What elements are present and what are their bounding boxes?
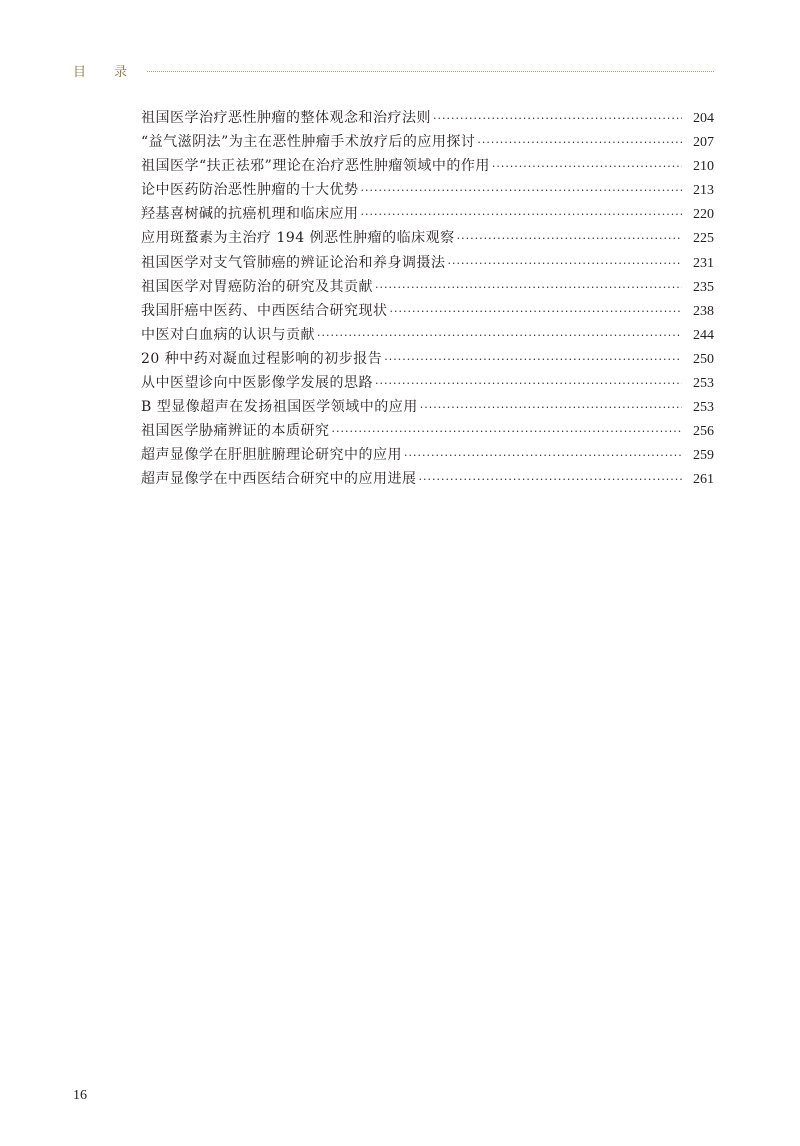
toc-entry-page: 231 [693,255,714,271]
toc-entry-title: 祖国医学“扶正祛邪”理论在治疗恶性肿瘤领域中的作用 [141,158,490,175]
toc-dot-leader [390,300,683,324]
toc-dot-leader [420,396,682,420]
toc-entry-page: 238 [693,303,714,319]
toc-entry-title: 我国肝癌中医药、中西医结合研究现状 [141,302,388,319]
toc-dot-leader [448,252,683,276]
toc-entry-page: 210 [693,159,714,175]
toc-entry[interactable] [141,323,714,347]
toc-entry-title: 论中医药防治恶性肿瘤的十大优势 [141,182,359,199]
toc-dot-leader [404,444,682,468]
toc-entry-page: 261 [693,472,714,488]
toc-entry[interactable] [141,251,714,275]
toc-entry-title: 羟基喜树碱的抗癌机理和临床应用 [141,206,359,223]
toc-entry-page: 250 [693,351,714,367]
toc-entry-title: 从中医望诊向中医影像学发展的思路 [141,375,373,392]
toc-entry-page: 259 [693,448,714,464]
toc-entry-title: “益气滋阴法”为主在恶性肿瘤手术放疗后的应用探讨 [141,134,476,151]
table-of-contents [141,106,714,492]
toc-entry-page: 244 [693,327,714,343]
toc-dot-leader [375,276,682,300]
toc-dot-leader [477,131,682,155]
toc-dot-leader [375,372,682,396]
running-header [73,60,714,80]
toc-entry-page: 204 [693,111,714,126]
toc-entry-page: 256 [693,424,714,440]
toc-entry[interactable] [141,202,714,226]
toc-entry-title: 应用斑蝥素为主治疗 194 例恶性肿瘤的临床观察 [141,230,455,247]
toc-entry[interactable] [141,130,714,154]
toc-entry-title: 祖国医学对胃癌防治的研究及其贡献 [141,278,373,295]
toc-entry-page: 225 [693,231,714,247]
toc-entry-page: 235 [693,279,714,295]
toc-entry-title: 祖国医学对支气管肺癌的辨证论治和养身调摄法 [141,254,446,271]
toc-entry-page: 220 [693,207,714,223]
toc-dot-leader [419,468,683,492]
header-dotted-rule [147,71,714,72]
toc-entry[interactable] [141,419,714,443]
toc-entry-title: 祖国医学胁痛辨证的本质研究 [141,423,330,440]
toc-dot-leader [361,203,683,227]
toc-entry-page: 207 [693,135,714,151]
toc-dot-leader [457,227,682,251]
page-number: 16 [73,1088,87,1103]
toc-entry[interactable] [141,299,714,323]
toc-entry[interactable] [141,154,714,178]
toc-dot-leader [332,420,683,444]
toc-entry-title: 祖国医学治疗恶性肿瘤的整体观念和治疗法则 [141,110,431,126]
toc-entry[interactable] [141,443,714,467]
toc-dot-leader [492,155,682,179]
toc-entry[interactable] [141,275,714,299]
toc-entry-title: 超声显像学在肝胆脏腑理论研究中的应用 [141,447,402,464]
toc-entry-title: 20 种中药对凝血过程影响的初步报告 [141,350,383,367]
toc-entry-title: 超声显像学在中西医结合研究中的应用进展 [141,471,417,488]
toc-entry-page: 213 [693,183,714,199]
toc-entry[interactable] [141,371,714,395]
toc-entry-title: B 型显像超声在发扬祖国医学领域中的应用 [141,399,418,416]
toc-entry[interactable] [141,347,714,371]
toc-dot-leader [317,324,682,348]
toc-dot-leader [384,348,682,372]
header-title: 目 录 [73,64,140,80]
toc-entry[interactable] [141,395,714,419]
toc-dot-leader [361,179,683,203]
toc-dot-leader [433,107,682,131]
toc-entry[interactable] [141,226,714,250]
toc-entry[interactable] [141,178,714,202]
toc-entry-title: 中医对白血病的认识与贡献 [141,326,315,343]
toc-entry-page: 253 [693,376,714,392]
toc-entry[interactable] [141,106,714,130]
toc-entry[interactable] [141,467,714,491]
toc-entry-page: 253 [693,400,714,416]
